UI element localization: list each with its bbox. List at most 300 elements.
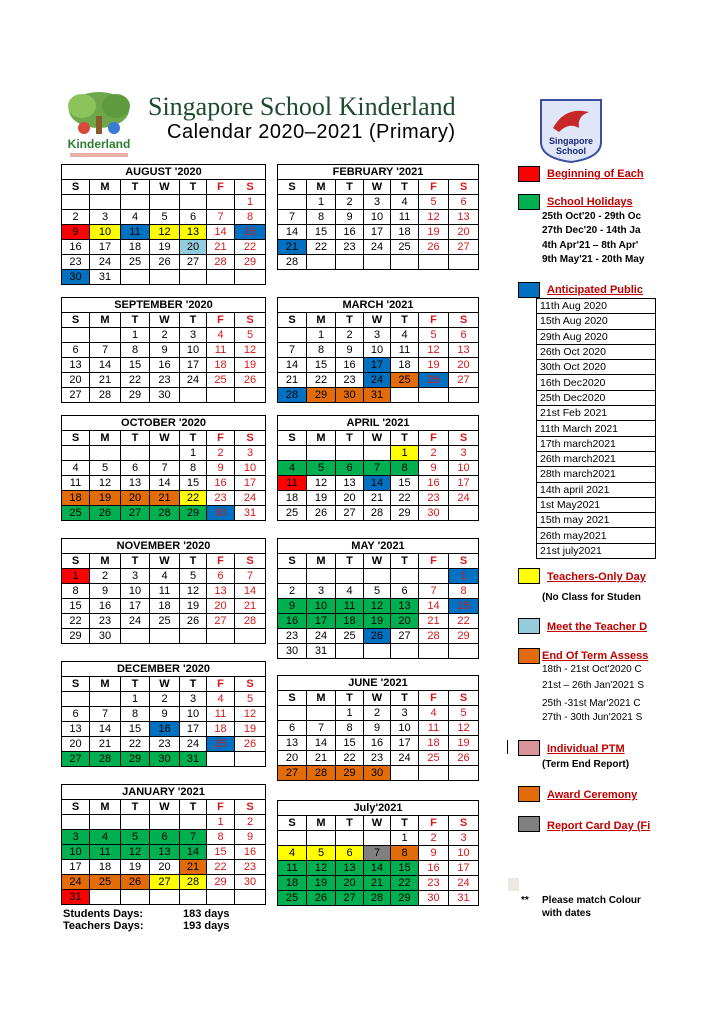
day-cell: 4 [121,210,150,225]
month-title: July'2021 [278,801,479,816]
day-header: W [364,691,391,706]
students-days-label: Students Days: [63,908,144,920]
day-cell: 11 [278,861,307,876]
day-cell: 3 [90,210,121,225]
day-cell [336,446,364,461]
day-cell: 17 [180,358,207,373]
day-cell: 3 [121,569,150,584]
day-cell: 24 [364,240,391,255]
day-cell: 4 [207,692,235,707]
day-header: S [235,431,266,446]
day-cell: 14 [180,845,207,860]
day-cell: 3 [391,706,419,721]
day-header: T [336,691,364,706]
day-cell: 18 [121,240,150,255]
day-cell: 19 [449,736,479,751]
day-cell [391,569,419,584]
day-cell: 14 [364,861,391,876]
day-cell: 14 [364,476,391,491]
day-cell [391,644,419,659]
day-cell: 20 [62,737,90,752]
day-cell: 21 [90,737,121,752]
day-cell: 11 [121,225,150,240]
day-cell: 10 [449,846,479,861]
day-cell: 25 [419,751,449,766]
day-cell [391,255,419,270]
day-cell: 18 [278,491,307,506]
day-cell [278,831,307,846]
day-cell [336,569,364,584]
day-cell: 25 [207,373,235,388]
day-cell [90,692,121,707]
day-cell: 30 [278,644,307,659]
day-header: T [180,554,207,569]
legend-term-end-report: (Term End Report) [542,759,630,770]
day-cell: 16 [235,845,266,860]
month-table [61,164,266,285]
day-cell [180,270,207,285]
day-header: T [391,816,419,831]
day-cell: 12 [235,707,266,722]
legend-swatch-report-card [518,816,540,832]
day-header: S [62,554,90,569]
day-cell: 11 [391,343,419,358]
day-header: F [207,180,235,195]
day-cell: 13 [278,736,307,751]
legend-swatch-end-of-term [518,648,540,664]
day-cell [307,569,336,584]
day-header: S [449,691,479,706]
month-table [277,675,479,781]
day-cell: 3 [180,328,207,343]
legend-swatch-ptm [518,740,540,756]
day-cell: 16 [419,476,449,491]
day-cell: 1 [207,815,235,830]
day-cell: 5 [90,461,121,476]
day-cell: 28 [364,891,391,906]
day-cell: 31 [449,891,479,906]
day-header: W [150,313,180,328]
day-cell: 8 [62,584,90,599]
day-cell: 30 [150,388,180,403]
day-header: S [62,800,90,815]
day-cell: 26 [150,255,180,270]
day-cell [62,195,90,210]
day-cell: 12 [235,343,266,358]
day-cell: 1 [235,195,266,210]
day-cell: 24 [121,614,150,629]
day-cell: 10 [90,225,121,240]
day-cell: 25 [278,891,307,906]
day-cell: 16 [207,476,235,491]
public-holiday-date: 26th Oct 2020 [537,344,656,359]
day-cell: 15 [235,225,266,240]
legend-teachers-only: Teachers-Only Day [547,571,646,583]
day-cell [62,328,90,343]
day-cell: 3 [364,328,391,343]
day-cell [449,644,479,659]
month-table [277,800,479,906]
day-cell: 23 [419,876,449,891]
day-cell: 19 [180,599,207,614]
day-cell [207,388,235,403]
day-cell: 1 [449,569,479,584]
day-cell: 29 [62,629,90,644]
month-table [277,164,479,270]
day-header: F [419,554,449,569]
day-cell [150,195,180,210]
day-cell: 16 [90,599,121,614]
day-cell: 10 [364,343,391,358]
day-cell: 19 [307,491,336,506]
day-cell: 19 [121,860,150,875]
day-cell: 29 [336,766,364,781]
public-holiday-date: 21st Feb 2021 [537,406,656,421]
day-header: F [207,800,235,815]
day-cell: 22 [121,373,150,388]
day-cell: 21 [278,373,307,388]
day-cell: 8 [307,343,336,358]
day-cell: 25 [278,506,307,521]
day-cell: 28 [90,752,121,767]
day-cell: 17 [121,599,150,614]
day-cell: 22 [307,373,336,388]
day-cell: 20 [207,599,235,614]
day-header: T [336,431,364,446]
day-cell: 27 [121,506,150,521]
day-cell [180,815,207,830]
day-cell: 10 [121,584,150,599]
day-header: T [391,554,419,569]
day-cell: 29 [180,506,207,521]
legend-swatch-holidays [518,194,540,210]
note-line: Please match Colour [542,895,641,906]
day-cell: 15 [336,736,364,751]
day-cell: 17 [90,240,121,255]
day-cell: 12 [364,599,391,614]
legend-swatch-public [518,282,540,298]
day-cell: 23 [150,737,180,752]
month-title: NOVEMBER '2020 [62,539,266,554]
day-cell: 20 [150,860,180,875]
day-cell: 15 [391,476,419,491]
day-header: T [391,691,419,706]
day-cell: 6 [62,707,90,722]
day-cell: 8 [307,210,336,225]
day-cell: 18 [391,225,419,240]
day-cell [419,388,449,403]
day-cell: 26 [180,614,207,629]
day-header: M [90,677,121,692]
day-cell: 5 [307,461,336,476]
day-cell [278,446,307,461]
students-days-value: 183 days [183,908,230,920]
day-cell: 1 [307,195,336,210]
day-header: M [307,691,336,706]
public-holiday-date: 28th march2021 [537,467,656,482]
public-holiday-date: 30th Oct 2020 [537,360,656,375]
day-header: S [235,677,266,692]
day-cell: 2 [419,446,449,461]
day-cell: 30 [62,270,90,285]
day-cell: 9 [278,599,307,614]
day-header: W [150,800,180,815]
day-cell: 9 [90,584,121,599]
day-cell: 13 [121,476,150,491]
day-header: T [121,431,150,446]
day-cell: 9 [336,210,364,225]
day-cell: 30 [90,629,121,644]
day-cell: 27 [449,373,479,388]
day-cell: 9 [419,846,449,861]
public-holiday-date: 21st july2021 [537,543,656,558]
day-cell: 24 [449,876,479,891]
day-cell: 1 [307,328,336,343]
day-cell: 18 [150,599,180,614]
day-cell: 20 [278,751,307,766]
day-cell: 4 [419,706,449,721]
month-title: AUGUST '2020 [62,165,266,180]
day-cell [180,388,207,403]
day-header: W [364,180,391,195]
day-cell: 19 [364,614,391,629]
day-cell: 5 [307,846,336,861]
day-cell [121,890,150,905]
day-cell: 15 [207,845,235,860]
day-header: F [207,677,235,692]
day-cell: 7 [90,343,121,358]
day-cell: 10 [449,461,479,476]
day-cell: 3 [62,830,90,845]
day-cell: 6 [336,461,364,476]
day-cell: 11 [336,599,364,614]
day-cell [207,629,235,644]
day-cell: 12 [419,343,449,358]
marker-square [508,878,519,891]
day-header: S [62,677,90,692]
day-cell: 10 [180,343,207,358]
day-cell: 14 [278,225,307,240]
day-cell: 7 [207,210,235,225]
day-cell [449,766,479,781]
day-header: M [307,816,336,831]
day-header: T [391,180,419,195]
day-cell: 7 [90,707,121,722]
month-title: APRIL '2021 [278,416,479,431]
day-cell: 26 [307,891,336,906]
day-cell: 6 [336,846,364,861]
day-cell [207,752,235,767]
day-cell: 5 [235,692,266,707]
day-header: T [336,554,364,569]
month-table [277,297,479,403]
day-cell: 22 [121,737,150,752]
day-header: S [235,313,266,328]
day-cell: 28 [364,506,391,521]
day-cell [391,388,419,403]
day-cell: 27 [336,506,364,521]
kinderland-logo [60,86,138,160]
day-cell [364,255,391,270]
month-title: SEPTEMBER '2020 [62,298,266,313]
day-cell: 6 [207,569,235,584]
day-cell: 27 [180,255,207,270]
day-cell [90,328,121,343]
day-cell: 11 [150,584,180,599]
day-header: F [207,554,235,569]
day-cell: 9 [419,461,449,476]
day-cell: 21 [235,599,266,614]
day-cell [90,195,121,210]
day-header: F [419,431,449,446]
day-cell: 16 [150,358,180,373]
day-cell: 23 [90,614,121,629]
day-header: S [62,180,90,195]
day-header: S [278,431,307,446]
day-cell: 6 [391,584,419,599]
day-header: M [90,800,121,815]
day-cell: 23 [364,751,391,766]
day-cell: 23 [150,373,180,388]
day-cell: 8 [207,830,235,845]
day-cell: 25 [207,737,235,752]
day-cell: 3 [449,446,479,461]
public-holiday-list [536,298,656,559]
day-cell: 19 [307,876,336,891]
day-cell: 25 [391,240,419,255]
day-cell: 10 [180,707,207,722]
day-cell: 18 [207,722,235,737]
day-cell: 1 [391,446,419,461]
day-cell [62,692,90,707]
day-cell: 12 [307,861,336,876]
day-cell: 20 [121,491,150,506]
day-cell: 28 [419,629,449,644]
day-cell: 21 [207,240,235,255]
day-cell [121,446,150,461]
legend-swatch-award [518,786,540,802]
school-name: Singapore School Kinderland [148,92,456,121]
day-cell: 17 [62,860,90,875]
day-header: T [391,431,419,446]
day-header: F [419,180,449,195]
day-cell: 6 [180,210,207,225]
day-header: W [364,431,391,446]
day-cell: 21 [180,860,207,875]
svg-text:School: School [555,146,587,156]
day-cell: 13 [62,358,90,373]
day-cell [307,255,336,270]
day-cell: 12 [90,476,121,491]
day-cell: 7 [419,584,449,599]
day-cell: 15 [121,722,150,737]
note-line: with dates [542,908,591,919]
day-cell: 23 [336,240,364,255]
day-cell: 14 [278,358,307,373]
legend-ptm: Individual PTM [547,743,625,755]
day-cell: 10 [364,210,391,225]
term-range: 21st – 26th Jan'2021 S [542,680,644,691]
svg-text:Singapore: Singapore [548,136,594,146]
day-cell: 21 [364,491,391,506]
public-holiday-date: 26th may2021 [537,528,656,543]
day-cell: 27 [62,752,90,767]
day-cell: 31 [307,644,336,659]
day-cell: 29 [121,752,150,767]
month-table [61,661,266,767]
day-cell [278,569,307,584]
day-cell: 2 [207,446,235,461]
day-cell: 11 [419,721,449,736]
day-cell: 10 [307,599,336,614]
day-cell: 23 [207,491,235,506]
month-title: JANUARY '2021 [62,785,266,800]
public-holiday-date: 26th march2021 [537,451,656,466]
day-cell: 1 [121,328,150,343]
public-holiday-date: 29th Aug 2020 [537,329,656,344]
day-cell: 4 [207,328,235,343]
holiday-range: 9th May'21 - 20th May [542,254,645,265]
day-cell: 9 [207,461,235,476]
day-cell: 6 [449,328,479,343]
day-cell: 14 [150,476,180,491]
day-cell: 17 [449,476,479,491]
day-header: F [419,816,449,831]
day-cell: 15 [449,599,479,614]
day-cell: 25 [336,629,364,644]
day-cell: 15 [62,599,90,614]
day-cell: 16 [336,225,364,240]
day-cell: 22 [307,240,336,255]
day-cell [419,255,449,270]
school-crest [539,98,603,164]
day-cell: 24 [449,491,479,506]
day-cell: 27 [278,766,307,781]
day-cell: 19 [419,358,449,373]
day-cell: 29 [391,891,419,906]
day-cell: 2 [62,210,90,225]
day-cell [449,388,479,403]
day-cell: 14 [90,722,121,737]
day-cell: 26 [449,751,479,766]
day-cell: 24 [235,491,266,506]
day-cell: 21 [278,240,307,255]
day-cell: 20 [62,373,90,388]
public-holiday-date: 11th March 2021 [537,421,656,436]
day-cell: 22 [62,614,90,629]
day-cell: 20 [336,876,364,891]
legend-end-of-term: End Of Term Assess [542,650,649,662]
day-cell [150,270,180,285]
day-cell: 4 [278,846,307,861]
day-cell: 4 [150,569,180,584]
day-cell: 31 [364,388,391,403]
day-cell: 26 [364,629,391,644]
holiday-range: 4th Apr'21 – 8th Apr' [542,240,639,251]
day-cell: 22 [235,240,266,255]
month-table [277,415,479,521]
day-cell: 30 [336,388,364,403]
day-cell: 28 [235,614,266,629]
day-header: S [449,180,479,195]
month-title: MARCH '2021 [278,298,479,313]
day-cell: 13 [62,722,90,737]
day-cell: 10 [235,461,266,476]
day-cell: 7 [150,461,180,476]
month-title: OCTOBER '2020 [62,416,266,431]
day-cell: 9 [235,830,266,845]
day-cell: 16 [336,358,364,373]
